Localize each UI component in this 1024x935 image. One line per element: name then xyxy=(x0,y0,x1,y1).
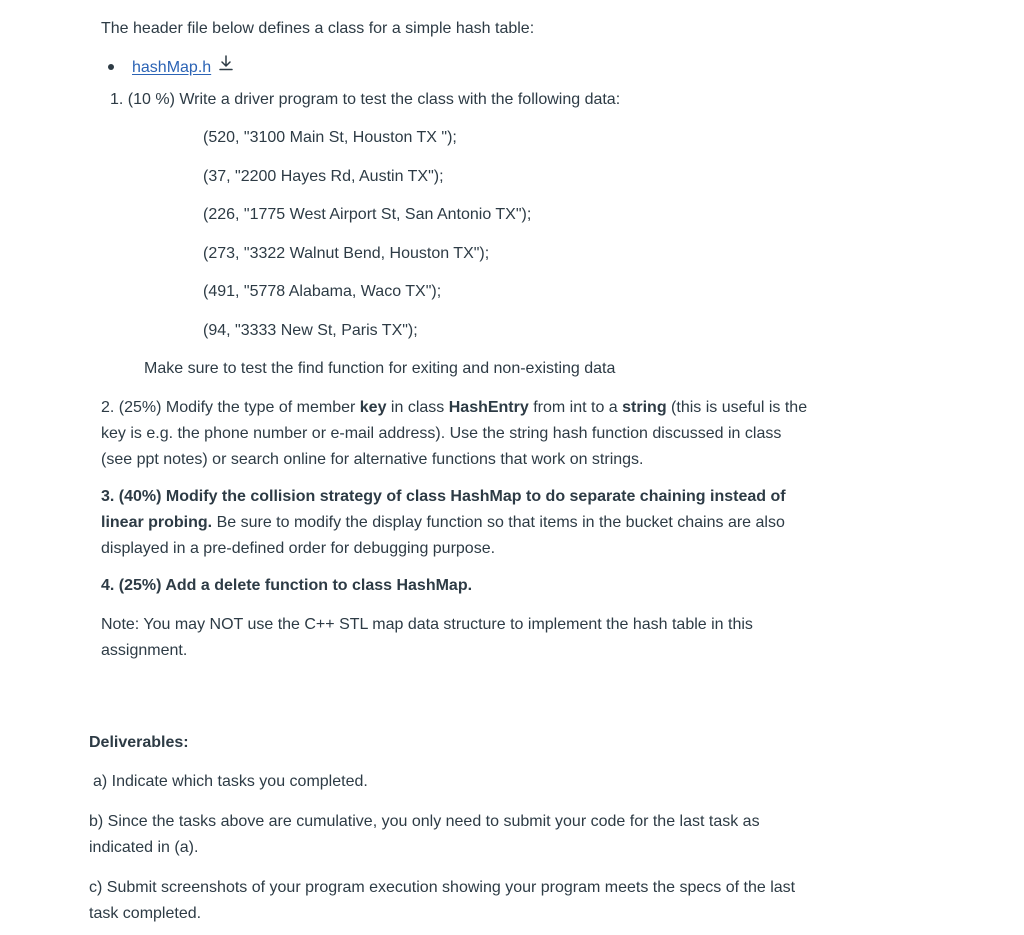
bullet xyxy=(108,64,114,70)
task3-paragraph: 3. (40%) Modify the collision strategy of class HashMap to do separate chaining instead of linear probing. Be sure to modify the display function so that items in the bucket chains are also displayed in a pre-defined order for debugging purpose. xyxy=(101,488,786,557)
task1-text: 1. (10 %) Write a driver program to test the class with the following data: xyxy=(110,91,621,108)
data-line: (37, "2200 Hayes Rd, Austin TX"); xyxy=(203,168,444,185)
data-line: (273, "3322 Walnut Bend, Houston TX"); xyxy=(203,245,490,262)
hashmap-file-link[interactable]: hashMap.h xyxy=(132,59,212,77)
note-paragraph: Note: You may NOT use the C++ STL map data structure to implement the hash table in this assignment. xyxy=(101,616,753,659)
task4-paragraph: 4. (25%) Add a delete function to class HashMap. xyxy=(101,577,473,594)
task1-note: Make sure to test the find function for exiting and non-existing data xyxy=(144,360,616,377)
deliverables-heading: Deliverables: xyxy=(89,734,189,751)
deliverable-b: b) Since the tasks above are cumulative, you only need to submit your code for the last task as indicated in (a). xyxy=(89,813,760,856)
data-line: (520, "3100 Main St, Houston TX "); xyxy=(203,129,457,146)
deliverable-c: c) Submit screenshots of your program execution showing your program meets the specs of the last task completed. xyxy=(89,879,796,922)
deliverable-a: a) Indicate which tasks you completed. xyxy=(93,773,368,790)
download-icon[interactable] xyxy=(219,54,233,80)
data-line: (226, "1775 West Airport St, San Antonio TX"); xyxy=(203,206,532,223)
intro-text: The header file below defines a class for a simple hash table: xyxy=(101,20,535,37)
data-line: (94, "3333 New St, Paris TX"); xyxy=(203,322,418,339)
task2-paragraph: 2. (25%) Modify the type of member key in class HashEntry from int to a string (this is useful is the key is e.g. the phone number or e-mail address). Use the string hash function discussed in class (see ppt notes) or search online for alternative functions that work on strings. xyxy=(101,399,808,468)
data-line: (491, "5778 Alabama, Waco TX"); xyxy=(203,283,442,300)
attachment-item xyxy=(108,55,233,81)
